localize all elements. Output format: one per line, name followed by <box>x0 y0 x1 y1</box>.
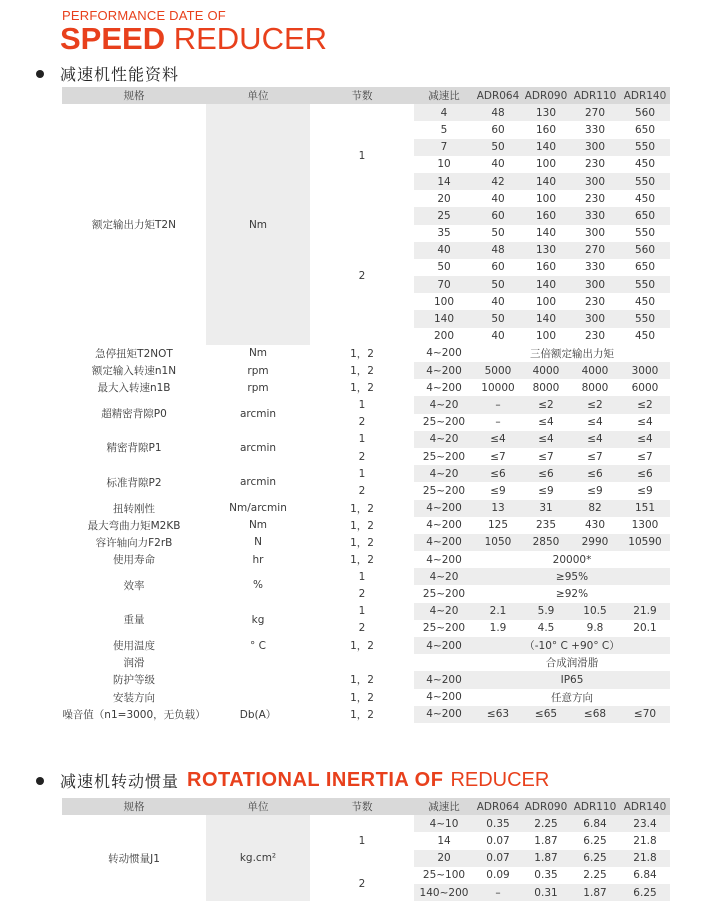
value-cell: 8000 <box>581 381 609 394</box>
table-row <box>62 671 670 688</box>
value-cell: – <box>474 884 522 901</box>
section-title-en-bold: ROTATIONAL INERTIA OF <box>187 769 444 791</box>
table-row <box>62 345 670 362</box>
ratio-cell: 14 <box>437 834 451 847</box>
value-cell: 1.87 <box>522 850 570 867</box>
value-cell: 2.25 <box>522 815 570 832</box>
value-cell: 160 <box>522 207 570 224</box>
value-cell: 125 <box>487 519 509 532</box>
stage-cell: 2 <box>310 867 414 901</box>
ratio-cell: 4~200 <box>426 381 462 394</box>
spec-label: 噪音值（n1=3000，无负载） <box>62 708 206 721</box>
value-cell: ≤4 <box>587 416 603 429</box>
section-title-performance <box>36 62 179 85</box>
ratio-cell: 140~200 <box>414 884 474 901</box>
unit-cell: arcmin <box>239 441 277 454</box>
value-cell: 60 <box>474 207 522 224</box>
value-cell: 4000 <box>522 362 570 379</box>
table-row <box>62 534 670 551</box>
stage-cell: 1 <box>358 149 366 162</box>
value-cell: 650 <box>620 207 670 224</box>
value-cell: 48 <box>474 104 522 121</box>
column-header: 规格 <box>62 87 206 104</box>
value-cell: 60 <box>491 123 505 136</box>
column-header: ADR064 <box>474 87 522 104</box>
spec-label: 润滑 <box>123 657 145 670</box>
spec-label: 使用寿命 <box>113 554 155 567</box>
value-cell: 20.1 <box>633 622 657 635</box>
unit-cell: Nm/arcmin <box>229 502 287 515</box>
value-cell: 100 <box>535 158 557 171</box>
value-cell: 1050 <box>474 534 522 551</box>
ratio-cell: 4~200 <box>414 500 474 517</box>
unit-cell: Nm <box>206 104 310 345</box>
value-cell: 140 <box>522 139 570 156</box>
value-cell: 550 <box>634 227 656 240</box>
column-header: ADR090 <box>522 87 570 104</box>
value-cell: 1300 <box>631 519 659 532</box>
value-cell: 330 <box>584 123 606 136</box>
ratio-cell: 4~200 <box>414 534 474 551</box>
value-cell: ≤9 <box>538 484 554 497</box>
unit-cell: % <box>253 579 263 592</box>
column-header: ADR090 <box>522 798 570 815</box>
value-cell: ≥95% <box>474 568 670 585</box>
value-cell: 1.9 <box>489 622 507 635</box>
value-cell: 6000 <box>631 381 659 394</box>
ratio-cell: 4~200 <box>414 362 474 379</box>
column-header: ADR110 <box>570 798 620 815</box>
table-row <box>62 396 670 413</box>
table-header-row <box>62 87 670 104</box>
section-title-cn: 减速机性能资料 <box>60 65 180 84</box>
stage-cell: 2 <box>358 588 366 601</box>
value-cell: ≤4 <box>522 431 570 448</box>
ratio-cell: 100 <box>433 295 455 308</box>
value-cell: ≤7 <box>587 450 603 463</box>
value-cell: （-10° C +90° C） <box>474 637 670 654</box>
ratio-cell: 4~20 <box>414 431 474 448</box>
table-row <box>62 637 670 654</box>
value-cell: ≤7 <box>637 450 653 463</box>
table-row <box>62 517 670 534</box>
spec-label: 扭转刚性 <box>113 502 155 515</box>
value-cell: 100 <box>535 295 557 308</box>
value-cell: – <box>495 416 501 429</box>
value-cell: ≤7 <box>538 450 554 463</box>
column-header: ADR110 <box>570 87 620 104</box>
value-cell: 4.5 <box>537 622 555 635</box>
stage-cell: 1，2 <box>350 708 374 721</box>
inertia-table <box>62 798 670 901</box>
value-cell: 2.25 <box>583 869 607 882</box>
unit-cell: rpm <box>247 364 269 377</box>
value-cell: ≤4 <box>637 416 653 429</box>
unit-cell <box>206 689 310 706</box>
value-cell: 1.87 <box>534 834 558 847</box>
value-cell: 130 <box>522 242 570 259</box>
value-cell: ≤2 <box>620 396 670 413</box>
stage-cell: 1，2 <box>350 502 374 515</box>
ratio-cell: 70 <box>414 276 474 293</box>
value-cell: 13 <box>474 500 522 517</box>
column-header: ADR064 <box>474 798 522 815</box>
ratio-cell: 4~200 <box>426 691 462 704</box>
table-row <box>62 104 670 121</box>
ratio-cell: 20 <box>437 192 451 205</box>
table-row <box>62 500 670 517</box>
ratio-cell: 40 <box>414 242 474 259</box>
value-cell: 6.25 <box>620 884 670 901</box>
value-cell: 300 <box>570 139 620 156</box>
value-cell: 450 <box>634 330 656 343</box>
column-header: 减速比 <box>414 87 474 104</box>
value-cell: 270 <box>570 104 620 121</box>
ratio-cell: 4~200 <box>426 519 462 532</box>
ratio-cell: 4 <box>414 104 474 121</box>
value-cell: ≤4 <box>620 431 670 448</box>
ratio-cell: 7 <box>414 139 474 156</box>
ratio-cell: 4~200 <box>426 347 462 360</box>
stage-cell: 1 <box>358 834 366 847</box>
header-title <box>60 22 327 56</box>
stage-cell: 1，2 <box>350 536 374 549</box>
stage-cell: 1，2 <box>350 554 374 567</box>
value-cell: ≤7 <box>490 450 506 463</box>
value-cell: ≤9 <box>637 484 653 497</box>
value-cell: – <box>474 396 522 413</box>
ratio-cell: 4~20 <box>414 396 474 413</box>
value-cell: 450 <box>634 295 656 308</box>
unit-cell: Nm <box>248 519 268 532</box>
value-cell: 140 <box>535 227 557 240</box>
value-cell: 550 <box>620 139 670 156</box>
value-cell: ≤9 <box>490 484 506 497</box>
value-cell: 300 <box>570 310 620 327</box>
table-row <box>62 362 670 379</box>
value-cell: 1.87 <box>570 884 620 901</box>
value-cell: 300 <box>584 227 606 240</box>
ratio-cell: 50 <box>437 261 451 274</box>
table-row <box>62 568 670 585</box>
ratio-cell: 4~200 <box>426 553 462 566</box>
performance-table <box>62 87 670 723</box>
ratio-cell: 4~20 <box>414 603 474 620</box>
stage-cell <box>310 654 414 671</box>
value-cell: 0.35 <box>474 815 522 832</box>
value-cell: 330 <box>584 261 606 274</box>
column-header: ADR140 <box>620 798 670 815</box>
value-cell: 230 <box>584 158 606 171</box>
value-cell: 40 <box>491 330 505 343</box>
column-header: 节数 <box>310 798 414 815</box>
value-cell: 300 <box>570 173 620 190</box>
value-cell: 230 <box>584 330 606 343</box>
value-cell: 0.35 <box>534 869 558 882</box>
stage-cell: 1，2 <box>350 640 374 653</box>
value-cell: ≤9 <box>587 484 603 497</box>
stage-cell: 1，2 <box>350 691 374 704</box>
value-cell: ≤6 <box>522 465 570 482</box>
value-cell: 10.5 <box>570 603 620 620</box>
column-header: 减速比 <box>414 798 474 815</box>
stage-cell: 2 <box>358 622 366 635</box>
ratio-cell: 25 <box>414 207 474 224</box>
stage-cell: 1，2 <box>350 347 374 360</box>
value-cell: 130 <box>522 104 570 121</box>
value-cell: 151 <box>620 500 670 517</box>
value-cell: ≤63 <box>474 706 522 723</box>
value-cell: 100 <box>535 330 557 343</box>
table-header-row <box>62 798 670 815</box>
value-cell: 560 <box>620 242 670 259</box>
ratio-cell: 25~200 <box>422 622 466 635</box>
value-cell: ≤4 <box>474 431 522 448</box>
value-cell: 6.84 <box>570 815 620 832</box>
column-header: 单位 <box>206 798 310 815</box>
value-cell: 3000 <box>620 362 670 379</box>
value-cell: ≤2 <box>570 396 620 413</box>
value-cell: 20000* <box>552 553 592 566</box>
value-cell: ≤4 <box>570 431 620 448</box>
spec-label: 额定输出力矩T2N <box>92 219 176 231</box>
table-row <box>62 431 670 448</box>
value-cell: 任意方向 <box>551 691 593 704</box>
value-cell: 550 <box>620 310 670 327</box>
value-cell: ≥92% <box>555 588 589 601</box>
value-cell: ≤6 <box>620 465 670 482</box>
unit-cell: arcmin <box>239 407 277 420</box>
stage-cell: 1，2 <box>350 519 374 532</box>
value-cell: 6.25 <box>583 834 607 847</box>
value-cell: 40 <box>491 295 505 308</box>
ratio-cell: 5 <box>440 123 448 136</box>
value-cell: 270 <box>570 242 620 259</box>
column-header: 节数 <box>310 87 414 104</box>
value-cell: ≤68 <box>570 706 620 723</box>
value-cell: 160 <box>535 123 557 136</box>
value-cell: ≤4 <box>538 416 554 429</box>
value-cell: 50 <box>474 139 522 156</box>
ratio-cell: 10 <box>437 158 451 171</box>
ratio-cell: 25~200 <box>422 588 466 601</box>
spec-label: 容许轴向力F2rB <box>95 536 173 549</box>
value-cell: 450 <box>634 192 656 205</box>
table-row <box>62 654 670 671</box>
stage-cell: 1，2 <box>350 674 374 687</box>
ratio-cell: 4~20 <box>414 465 474 482</box>
stage-cell: 2 <box>358 484 366 497</box>
value-cell: 合成润滑脂 <box>545 657 599 670</box>
ratio-cell: 14 <box>414 173 474 190</box>
stage-cell: 2 <box>310 207 414 345</box>
spec-label: 安装方向 <box>113 691 155 704</box>
value-cell: 140 <box>522 173 570 190</box>
spec-label: 急停扭矩T2NOT <box>95 347 173 360</box>
table-row <box>62 551 670 568</box>
spec-label: 精密背隙P1 <box>106 442 162 455</box>
value-cell: 21.9 <box>620 603 670 620</box>
stage-cell: 1 <box>358 433 366 446</box>
ratio-cell: 25~200 <box>422 450 466 463</box>
value-cell: 42 <box>474 173 522 190</box>
value-cell: 8000 <box>532 381 560 394</box>
ratio-cell: 25~200 <box>422 484 466 497</box>
value-cell: 5000 <box>474 362 522 379</box>
value-cell: 60 <box>491 261 505 274</box>
value-cell: 31 <box>522 500 570 517</box>
ratio-cell: 140 <box>414 310 474 327</box>
header-subtitle: PERFORMANCE DATE OF <box>62 8 226 23</box>
value-cell: 48 <box>474 242 522 259</box>
spec-label: 防护等级 <box>113 674 155 687</box>
ratio-cell: 4~10 <box>414 815 474 832</box>
value-cell: 9.8 <box>586 622 604 635</box>
value-cell: 5.9 <box>522 603 570 620</box>
value-cell: 0.09 <box>486 869 510 882</box>
value-cell: 450 <box>634 158 656 171</box>
value-cell: 230 <box>584 192 606 205</box>
column-header: ADR140 <box>620 87 670 104</box>
stage-cell: 2 <box>358 416 366 429</box>
section-title-inertia <box>36 769 549 792</box>
value-cell: 550 <box>620 173 670 190</box>
spec-label: 使用温度 <box>113 640 155 653</box>
value-cell: 0.31 <box>522 884 570 901</box>
value-cell: 82 <box>570 500 620 517</box>
unit-cell: rpm <box>247 381 269 394</box>
value-cell: 650 <box>634 261 656 274</box>
stage-cell: 1 <box>358 570 366 583</box>
value-cell: 50 <box>474 276 522 293</box>
header-title-light: REDUCER <box>173 21 328 56</box>
value-cell: 560 <box>620 104 670 121</box>
table-row <box>62 815 670 832</box>
unit-cell <box>206 654 310 671</box>
unit-cell: Db(A） <box>239 708 277 721</box>
ratio-cell: 25~200 <box>422 416 466 429</box>
ratio-cell: 20 <box>414 850 474 867</box>
value-cell: 300 <box>570 276 620 293</box>
value-cell: 100 <box>535 192 557 205</box>
value-cell: 三倍额定输出力矩 <box>530 347 614 360</box>
value-cell: 650 <box>634 123 656 136</box>
spec-label: 效率 <box>123 579 145 592</box>
value-cell: 430 <box>584 519 606 532</box>
stage-cell: 1 <box>358 398 366 411</box>
ratio-cell: 25~100 <box>422 869 466 882</box>
section-title-en-light: REDUCER <box>450 769 550 791</box>
value-cell: 10000 <box>481 381 515 394</box>
spec-label: 标准背隙P2 <box>106 476 162 489</box>
value-cell: 10590 <box>620 534 670 551</box>
ratio-cell: 4~20 <box>414 568 474 585</box>
table-row <box>62 465 670 482</box>
value-cell: 21.8 <box>633 834 657 847</box>
stage-cell: 1，2 <box>350 365 374 378</box>
spec-label: 额定输入转速n1N <box>91 365 177 378</box>
value-cell: 21.8 <box>620 850 670 867</box>
spec-label: 超精密背隙P0 <box>101 408 167 421</box>
table-row <box>62 379 670 396</box>
value-cell: 0.07 <box>474 850 522 867</box>
stage-cell: 1，2 <box>350 382 374 395</box>
table-row <box>62 706 670 723</box>
value-cell: ≤65 <box>522 706 570 723</box>
value-cell: 4000 <box>570 362 620 379</box>
value-cell: 160 <box>535 261 557 274</box>
unit-cell: kg <box>251 613 265 626</box>
value-cell: IP65 <box>474 671 670 688</box>
value-cell: 230 <box>584 295 606 308</box>
ratio-cell: 35 <box>437 227 451 240</box>
unit-cell: N <box>254 536 262 549</box>
value-cell: 2.1 <box>474 603 522 620</box>
value-cell: 2990 <box>570 534 620 551</box>
value-cell: ≤6 <box>570 465 620 482</box>
value-cell: 140 <box>522 276 570 293</box>
value-cell: 235 <box>535 519 557 532</box>
value-cell: 50 <box>474 310 522 327</box>
value-cell: 550 <box>620 276 670 293</box>
value-cell: 6.84 <box>633 869 657 882</box>
value-cell: 140 <box>522 310 570 327</box>
value-cell: 2850 <box>522 534 570 551</box>
table-row <box>62 689 670 706</box>
spec-label: 转动惯量J1 <box>108 852 160 865</box>
value-cell: ≤2 <box>522 396 570 413</box>
value-cell: 6.25 <box>570 850 620 867</box>
unit-cell: hr <box>252 553 264 566</box>
spec-label: 最大弯曲力矩M2KB <box>87 519 181 532</box>
header-title-bold: SPEED <box>60 21 166 56</box>
unit-cell: kg.cm² <box>206 815 310 901</box>
value-cell: ≤70 <box>620 706 670 723</box>
value-cell: 40 <box>491 158 505 171</box>
table-row <box>62 603 670 620</box>
section-title-cn: 减速机转动惯量 <box>60 772 180 791</box>
ratio-cell: 4~200 <box>414 706 474 723</box>
unit-cell: arcmin <box>239 476 277 489</box>
spec-label: 重量 <box>123 614 145 627</box>
value-cell: 50 <box>491 227 505 240</box>
value-cell: 0.07 <box>486 834 510 847</box>
column-header: 规格 <box>62 798 206 815</box>
stage-cell: 1 <box>358 605 366 618</box>
ratio-cell: 200 <box>433 330 455 343</box>
unit-cell <box>206 671 310 688</box>
ratio-cell: 4~200 <box>414 637 474 654</box>
stage-cell: 1 <box>358 467 366 480</box>
spec-label: 最大入转速n1B <box>97 382 171 395</box>
unit-cell: Nm <box>248 347 268 360</box>
value-cell: ≤6 <box>474 465 522 482</box>
column-header: 单位 <box>206 87 310 104</box>
bullet-icon <box>36 70 44 78</box>
unit-cell: ° C <box>250 639 266 652</box>
value-cell: 23.4 <box>620 815 670 832</box>
ratio-cell <box>414 654 474 671</box>
value-cell: 330 <box>570 207 620 224</box>
ratio-cell: 4~200 <box>414 671 474 688</box>
bullet-icon <box>36 777 44 785</box>
stage-cell: 2 <box>358 450 366 463</box>
value-cell: 40 <box>491 192 505 205</box>
